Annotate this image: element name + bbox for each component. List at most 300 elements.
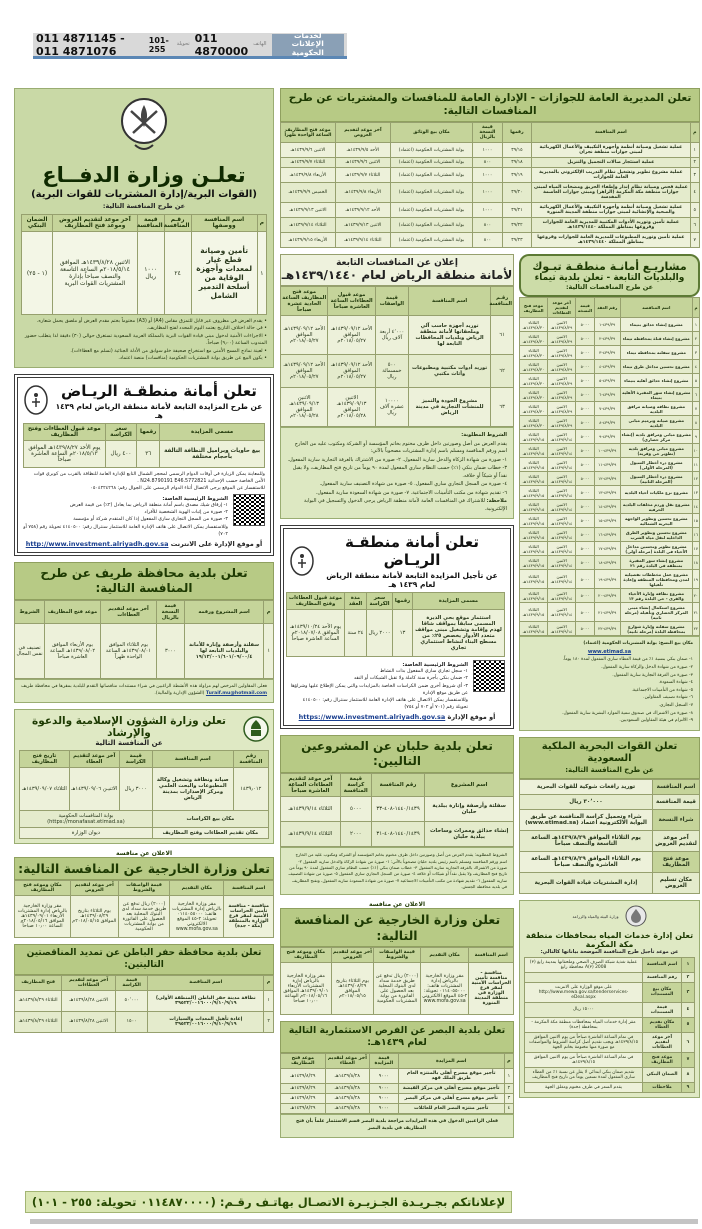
cell-project-name: إنشاء حدائق وممرات وساحات ببلدية حلبان xyxy=(425,822,514,847)
cell-tender-name: مشروع مباني ومرافق بلدية (تطوير حي وقرية) xyxy=(620,444,692,458)
cell-copy-price: ٥٠٠٠ xyxy=(576,318,595,332)
section-riyadh-tenders xyxy=(280,254,514,519)
cell-price: ٥٠٬٠٠٠ xyxy=(116,990,148,1011)
tabuk-table xyxy=(519,297,700,636)
cell-value: عملية تغذية شبكة الصرف الصحي وملحقاتها بمدينة رابغ (٣) 2008 (٣)A محافظة رابغ xyxy=(525,957,643,972)
column-header: تاريخ فتح المظاريف xyxy=(20,750,70,767)
cell-tender-number: ٦٢ xyxy=(491,355,514,388)
cell-submit-date: الاثنين ١٤٣٩/٩/٦هـ xyxy=(335,158,390,168)
cell-contract-number: ٤٣٩/٣٩-١٨ xyxy=(594,556,620,570)
cell-submit-date: الاثنين ١٤٣٩/٩/١٤هـ xyxy=(548,486,576,500)
table-row xyxy=(520,458,700,472)
cell-open-date: الثلاثاء ١٤٣٩/٨/٣٠هـ xyxy=(520,374,548,388)
table-row xyxy=(520,416,700,430)
cell-tender-name: مشروع تحسين وتطوير الطرق الداخلية لنقل مياه الشرب xyxy=(620,528,692,542)
cell-contract-number: ٤٣٩/٣٩-٢١ xyxy=(594,603,620,622)
investment-site-link[interactable]: https://www.investment.alriyadh.gov.sa xyxy=(298,713,446,722)
cell-index: ٧ xyxy=(690,233,699,248)
column-header: قيمة الواصفات والشروط xyxy=(118,881,170,896)
column-header: م xyxy=(693,298,700,318)
halban-table xyxy=(280,773,514,847)
cell-sale-place: بوابة المشتريات الحكومية (اعتماد) xyxy=(390,183,472,203)
cell-index: ٦ xyxy=(690,218,699,233)
table-row xyxy=(287,610,505,657)
cell-duration: ٢٤ سنة xyxy=(345,610,367,657)
column-header: آخر موعد لتقديم العطاء xyxy=(325,1054,370,1069)
cell-copy-price: ٥٠٠٠ xyxy=(576,486,595,500)
section-defense xyxy=(14,88,274,368)
condition-item: ٣- خطاب ضمان بنكي (١٪) حسب النظام ساري المفعول لمدة ٩٠ يوماً من تاريخ فتح المظاريف، ولا يقبل نقداً أو شيكاً أو خلافه. xyxy=(292,465,507,479)
turaif-email-link[interactable]: Turaif.mu@hotmail.com xyxy=(205,690,267,696)
cell-price: ٢٠٠٠ xyxy=(340,822,371,847)
column-header: آخر موعد لتقديم العطاءات الساعة العاشرة صباحاً xyxy=(281,774,341,797)
contact-line: وللاستفسار يمكن الاتصال على هاتف الإدارة العامة للاستثمار سنترال رقم: ٤١٤٠٥٠٠ تحويلة رقم (٧٠١ أو ٧٠٢ أو ٧٥٤) xyxy=(302,698,468,711)
cell-contract-number: ٤٣٩/٣٩-٢ xyxy=(594,332,620,346)
table-header-row xyxy=(281,948,514,963)
table-row xyxy=(525,972,695,982)
cell-tender-name: عملية مشروع تطوير وتشغيل نظام التدريب الإلكتروني بالمديرية العامة للجوازات xyxy=(532,168,690,183)
cell-tender-name: مشروع نزع ملكيات أحياء البلدية xyxy=(620,486,692,500)
defense-table xyxy=(21,214,267,315)
column-header: موعد فتح المظاريف xyxy=(520,298,548,318)
column-header: اسم المنافسة xyxy=(408,287,490,316)
cell-contract-number: ٤٣٩/٣٩-٥ xyxy=(594,374,620,388)
site-label: أو موقع الإدارة على الانترنت xyxy=(170,540,263,549)
table-row xyxy=(281,143,700,158)
cell-contract-number: ٤٣٩/٣٩-١٧ xyxy=(594,542,620,556)
cell-open-date: الأحد ١٤٣٩/٠٩/١٢هـ الموافق ٢٠١٨/٠٥/٢٧م xyxy=(281,316,328,355)
cell-index: ١ xyxy=(504,1069,513,1084)
cell-tender-name: عملية فحص وصيانة نظام إنذار وإطفاء الحريق ومضخات المياه لمبنى جوازات منطقة مكة المكرمة (الزاهر) ومبنى جوازات العاصمة المقدسة xyxy=(532,183,690,203)
cell-index: ٤ xyxy=(690,183,699,203)
cell-copy-price: ٥٠٠٠ xyxy=(576,570,595,589)
cell-submit-date: الأحد ١٤٣٩/٠٩/١٢هـ الموافق ٢٠١٨/٠٥/٢٧م xyxy=(328,355,375,388)
cell-tender-name: مشروع تحسين مداخل طرق تيماء xyxy=(620,360,692,374)
cell-submit-date: الاثنين ١٤٣٩/٩/١٤هـ xyxy=(548,589,576,603)
cell-price: ٤٠٠ ريال xyxy=(105,440,136,467)
table-row xyxy=(281,963,514,1015)
cell-contract-number: ٤٣٩/٣٩-٩ xyxy=(594,430,620,444)
cell-bank-guarantee: (١ - ٢٥) xyxy=(22,232,53,315)
tabuk-notes xyxy=(519,636,700,731)
cell-index: ١٤ xyxy=(693,500,700,514)
cell-tender-name: مشروع نظافة وصيانة مرافق البلدية xyxy=(620,402,692,416)
cell-date: الثلاثاء ١٤٣٩/٩/١٤هـ xyxy=(281,797,341,822)
mosque-icon xyxy=(243,714,269,748)
riyadh-postpone-subtitle: عن تأجيل المزايدة التابعة لأمانة منطقة الرياض لعام ١٤٣٩ هـ xyxy=(326,571,498,590)
cell-contract-number: ٤٣٩/٣٩-٨ xyxy=(594,416,620,430)
note-item: ٣- صورة من الغرفة التجارية سارية المفعول. xyxy=(612,672,693,678)
note-item: ٧- السجل التجاري. xyxy=(658,703,693,709)
cell-copy-price: ٥٠٠٠ xyxy=(576,603,595,622)
note-item: ٩- الالتزام في هيئة المقاولين السعوديين. xyxy=(619,718,693,724)
table-row xyxy=(520,603,700,622)
cell-submit-date: الاثنين ١٤٣٩/٩/١٤هـ xyxy=(548,528,576,542)
cell-index: ٦ xyxy=(693,388,700,402)
cell-place: مقر وزارة الخارجية بالرياض إدارة المشتريات هاتف: ٠١١٤٠٥٥٠٠٠ تحويلة: ٢-٤٥ الموقع الالكتروني www.mofa.gov.sa xyxy=(170,896,224,938)
table-header-row xyxy=(20,750,269,767)
column-header: قيمة المنافسة xyxy=(137,215,164,232)
auction-note-1: وللمعاينة يمكن الزيارة في أوقات الدوام الرسمي لمحجر الشمال التابع للإدارة العامة للنظافة بالقرب من كوبري قوات الأمن الخاصة حسب الإحداثية N24.8790191 E46.5772821 . xyxy=(33,471,265,484)
tabuk-column xyxy=(519,254,700,1103)
cell-copy-price: ٥٠٠٠ xyxy=(576,542,595,556)
cell-price: ١٠٠٠ ريال xyxy=(137,232,164,315)
defense-notes xyxy=(21,318,267,363)
cell-submit-date: يوم الثلاثاء بتاريخ ١٤٣٩/٠٨/٢٩هـ الموافق ٢٠١٨/٠٥/١٥م xyxy=(70,896,118,938)
table-row xyxy=(520,809,700,830)
cell-index: ٩ xyxy=(682,1082,695,1092)
column-header: مكان التقديم xyxy=(170,881,224,896)
cell-index: ١ xyxy=(264,990,274,1011)
cell-copy-price: ٨٠٠ xyxy=(473,158,503,168)
column-header: الضمان البنكي xyxy=(22,215,53,232)
cell-tender-name: عملية تأمين وتوريد المطبوعات للمديرية العامة للجوازات وفروعها بمناطق المملكة ١٤٣٩/١٤٤٠هـ xyxy=(532,233,690,248)
cell-submit-date: الاثنين ١٤٣٩/٨/٢٨هـ xyxy=(62,990,116,1011)
column-header: م xyxy=(504,1054,513,1069)
column-header: رقمها xyxy=(502,123,532,143)
riyadh-auction-title: تعلن أمانة منطقـة الريـاض xyxy=(61,381,257,400)
auction-note-2: للاستفسار عن الموقع يرجى الاتصال أثناء الدوام الرسمي على الجوال رقم: ٠٥٠٤٢٢٤٢٦٨ xyxy=(90,485,265,491)
ext-label: تحويلة xyxy=(176,41,190,47)
cell-submit-date: ١٤٣٩/٨/٢٨هـ xyxy=(325,1104,370,1114)
defense-intro: عن طرح المنافسة التالية: xyxy=(102,202,186,210)
cell-place: مقر وزارة الخارجية بالرياض إدارة المشتريات هاتف: ٠١١٤٠٥٥٠٠٠ تحويلة: ٢-٤٥ الموقع الالكتروني www.mofa.gov.sa xyxy=(420,963,469,1015)
cell-index: ٥ xyxy=(690,203,699,218)
hafr-table xyxy=(14,975,274,1033)
table-row xyxy=(525,1067,695,1082)
cell-submit-date: ١٤٣٩/٨/٢٨هـ xyxy=(325,1069,370,1084)
cell-tender-name: مشروع سفلتة بمحافظة تيماء xyxy=(620,346,692,360)
cell-copy-price: ٥٠٠٠ xyxy=(576,346,595,360)
cell-index: ٤ xyxy=(682,1002,695,1017)
column-header: قيمة النسخة بالريال xyxy=(156,601,184,624)
conditions-intro: يقدم العرض من أصل وصورتين داخل ظرف مختوم بخاتم المؤسسة أو الشركة ومكتوب عليه من الخارج اسم ورقم المنافسة ومسلم باسم إدارة المشتريات مصحوباً بالآتي: xyxy=(294,440,507,455)
table-row xyxy=(520,622,700,636)
cell-price: ٥٠٠ خمسمائة ريال xyxy=(375,355,408,388)
cell-index: ١٥ xyxy=(693,514,700,528)
right-region xyxy=(280,88,700,1144)
cell-tender-name: عملية استئجار صالات التجميل والتنزيل xyxy=(532,158,690,168)
foreign-header: تعلن وزارة الخارجية عن المنافسة التالية: xyxy=(280,908,514,947)
section-riyadh-postpone xyxy=(280,525,514,729)
hafr-header: تعلن بلدية محافظة حفر الباطن عن تمديد المناقصتين التاليتين: xyxy=(14,944,274,975)
header-bar xyxy=(33,30,347,59)
foreign-tagline: الاعلان عن منافسة xyxy=(115,849,173,857)
cell-open-date: الأربعاء ١٤٣٩/٩/٨هـ xyxy=(281,168,336,183)
cell-tender-number: ٣٩/١٨ xyxy=(502,158,532,168)
table-row xyxy=(15,896,274,938)
column-header: اسم المنافسة xyxy=(152,750,233,767)
turaif-note: فعلى المقاولين المرخص لهم مزاولة هذه الأنشطة الراغبين في شراء مستندات مناقصاتها التقدم للبلدية بمقرها في محافظة طريف Turaif.mu@hotmail.com (الشؤون الإدارية والمالية). xyxy=(14,679,274,703)
cell-index: ١٧ xyxy=(693,542,700,556)
cell-copy-price: ٥٠٠٠ xyxy=(576,589,595,603)
cell-conditions: تصنيف في نفس المجال xyxy=(15,624,45,679)
table-row xyxy=(15,1011,274,1032)
cell-number: ١٤٤٠/١٤٣٩-٤٠٨-٣١ xyxy=(371,822,425,847)
cell-price: ١٠٠٠٠ عشرة آلاف ريال xyxy=(375,388,408,427)
etimad-link[interactable]: www.etimad.sa xyxy=(587,648,632,655)
cell-tender-name: صيانة ونظافة وتشغيل وكالة المطبوعات والبحث العلمي ومركز الإصدارات بمدينة الرياض xyxy=(152,767,233,810)
column-header: آخر موعد لتقديم العروض xyxy=(331,948,374,963)
cell-value: ٣٠٬٠٠٠ ريال xyxy=(520,794,653,809)
cell-value: في تمام الساعة العاشرة صباحاً من يوم الاثنين الموافق ١٤٣٩/٨/١٥هـ xyxy=(525,1052,643,1067)
defense-title: تعلـن وزارة الدفــاع xyxy=(42,163,246,187)
table-row xyxy=(520,444,700,458)
cell-tender-name: توريد أجهزة حاسب آلي وملحقاتها لأمانة منطقة الرياض وبلديات المحافظات التابعة لها xyxy=(408,316,490,355)
table-row xyxy=(525,1082,695,1092)
cell-project-name: سفلتة وأرصفة وإنارة للأمانة والبلديات التابعة لها ١٩/١٣/٠٠١/٦٠١/٠٩/٠٠/٤ xyxy=(184,624,264,679)
cell-open-date: الثلاثاء ١٤٣٩/٩/١٥هـ xyxy=(520,589,548,603)
cell-tender-name: إعادة تأهيل المعدات والسيارات ٣٩٥٢٣/٠٠١٦٠٠٠/٩/١٠/٩/١٩ xyxy=(148,1011,264,1032)
cell-project-name: سفلتة وأرصفة وإنارة ببلدية حلبان xyxy=(425,797,514,822)
water-title: تعلن إدارة خدمات المياه بمحافظات منطقة مكة المكرمة xyxy=(525,930,694,949)
cell-open-date: الثلاثاء ١٤٣٩/٨/٣٠هـ xyxy=(520,318,548,332)
cell-open-date: الثلاثاء ١٤٣٩/٩/١٥هـ xyxy=(520,542,548,556)
table-row xyxy=(520,589,700,603)
cell-submit-date: ١٤٣٩/٨/٢٨هـ xyxy=(325,1084,370,1094)
cell-index: ١٣ xyxy=(693,486,700,500)
table-row xyxy=(520,430,700,444)
cell-contract-number: ٤٣٩/٣٩-٧ xyxy=(594,402,620,416)
cell-label: آخر موعد لتقديم العطاءات xyxy=(643,1032,682,1052)
table-header-row xyxy=(15,881,274,896)
cell-value: ١٥٠٠٠ ريال xyxy=(525,1002,643,1017)
column-header: قيمة النسخة xyxy=(576,298,595,318)
cell-submit-date: الاثنين ١٤٣٩/٨/٢٨هـ xyxy=(62,1011,116,1032)
column-header: موعد فتح المظاريف xyxy=(45,601,101,624)
cell-open-date: الثلاثاء ١٤٣٩/٩/١٤هـ xyxy=(281,218,336,233)
cell-submit-date: الأحد ١٤٣٩/٠٩/١٢هـ الموافق ٢٠١٨/٠٥/٢٧م xyxy=(328,316,375,355)
turaif-table xyxy=(14,600,274,679)
cell-tender-name: نظافة مدينة حفر الباطن (المنطقة الأولى) ٣٩٥٢٢/٠٠١٦٠٠٠/٩/١٠/٩/١٩ xyxy=(148,990,264,1011)
cell-label: مكان تقديم العطاء xyxy=(643,1017,682,1032)
cell-label: آخر موعد لتقديم العروض xyxy=(653,830,700,851)
cell-open-date: الثلاثاء ١٤٣٩/٨/٣٠هـ xyxy=(520,402,548,416)
cell-price: ٣٠٠٠ ريال xyxy=(119,767,152,810)
cell-index: ١٨ xyxy=(693,556,700,570)
section-turaif xyxy=(14,562,274,703)
water-intro: عن موعد تأجيل طرح المنافسة الموضحة بياناتها كالتالي: xyxy=(540,948,679,955)
cell-copy-price: ٥٠٠٠ xyxy=(576,416,595,430)
column-header: موعد قبول العطاءات الساعة العاشرة صباحاً xyxy=(328,287,375,316)
cell-submit-date: الاثنين ١٤٣٩/٩/١٣هـ xyxy=(335,218,390,233)
column-header: م xyxy=(264,601,274,624)
cell-price: ٤٬٠٠٠ أربعة آلاف ريال xyxy=(375,316,408,355)
cell-index: ٣ xyxy=(682,982,695,1002)
column-header: رقمها xyxy=(393,593,413,610)
table-row xyxy=(520,346,700,360)
turaif-header: تعلن بلدية محافظة طريف عن طرح المنافسة التالية: xyxy=(14,562,274,600)
cell-contract-number: ٤٣٩/٣٩-١٤ xyxy=(594,500,620,514)
cell-index: ٩ xyxy=(693,430,700,444)
table-row xyxy=(15,624,274,679)
column-header: آخر موعد لتقديم العروض xyxy=(70,881,118,896)
riyadh-postpone-table xyxy=(286,592,505,657)
cell-submit-date: الأحد ١٤٣٩/٩/١٢هـ xyxy=(335,203,390,218)
cell-submit-date: الاثنين ١٤٣٩/٨/٢٩هـ xyxy=(548,388,576,402)
note-item: ١- ضمان بنكي بنسبة ١٪ من قيمة العطاء ساري المفعول لمدة ١٨٠ يوماً. xyxy=(562,657,693,663)
naval-title: تعلن القوات البحرية الملكية السعودية عن طرح المنافسة التالية: xyxy=(519,737,700,779)
cell-tender-name: مشروع صيانة وترميم مباني البلدية xyxy=(620,416,692,430)
gov-ads-service-label: لخدمات الإعلانات الحكومية xyxy=(272,34,344,56)
table-row xyxy=(520,570,700,589)
cell-contract-number: ٤٣٩/٣٩-١ xyxy=(594,318,620,332)
table-row xyxy=(281,1104,514,1114)
column-header: آخر موعد لتقديم العطاءات xyxy=(101,601,157,624)
column-header: اسم المنافسة xyxy=(469,948,514,963)
halban-header: تعلن بلدية حلبان عن المشروعين التاليين: xyxy=(280,735,514,773)
cell-price: ٩٠٠٠ xyxy=(370,1069,398,1084)
water-logo-caption: وزارة البيئة والمياه والزراعة xyxy=(572,914,619,920)
riyadh-auction-subtitle: عن طرح المزايدة التابعة لأمانة منطقة الرياض لعام ١٤٣٩ هـ xyxy=(55,401,263,420)
defense-emblem-icon xyxy=(115,142,173,161)
table-row xyxy=(281,355,514,388)
note-item: ٨- صورة من الاشتراك في صندوق تنمية الموارد البشرية سارية المفعول. xyxy=(562,710,693,716)
table-row xyxy=(525,957,695,972)
cell-copy-price: ٥٠٠٠ xyxy=(576,360,595,374)
water-ministry-logo-icon xyxy=(625,905,647,931)
cell-contract-number: ٤٣٩/٣٩-٢٠ xyxy=(594,589,620,603)
column-header: مكان وموعد فتح المظاريف xyxy=(15,881,71,896)
cell-index: ١٢ xyxy=(693,472,700,486)
contact-line: وللاستفسار يمكن الاتصال على هاتف الإدارة العامة للاستثمار سنترال رقم: ٤١٤٠٥٠٠ تحويلة رقم (٧٥٨ أو ٧٠٢) xyxy=(23,524,228,537)
cell-number: ٣٦ xyxy=(137,440,160,467)
cell-submit-date: الاثنين ١٤٣٩/٨/٢٩هـ xyxy=(548,416,576,430)
table-row xyxy=(281,1084,514,1094)
footer-divider xyxy=(30,1219,698,1224)
column-header: م xyxy=(264,975,274,990)
islamic-table xyxy=(19,750,269,839)
cell-tender-name: منافسة - منافسة تأمين الحراسات الأمنية لمقر فرع الوزارة في منطقة المدينة المنورة xyxy=(469,963,514,1015)
cell-submit-date: الثلاثاء ١٤٣٩/٩/٧هـ xyxy=(335,168,390,183)
cell-submit-date: الأحد ١٤٣٩/٩/٥هـ xyxy=(335,143,390,158)
cell-index: ١ xyxy=(257,232,266,315)
table-row xyxy=(281,203,700,218)
cell-tender-name: مشروع إنشاء سور المقبرة بمنطقة في البلدة رقم ٢١ xyxy=(620,556,692,570)
note-item: • يقدم العرض في مظروف غير قابل للتمزق مقاس (A4) أو (A3) مختوماً بختم مقدم العرض أو ملصق يحمل شعاره. xyxy=(36,319,267,324)
tabuk-title: مشاريـع أمانـة منطقـة تبـوك والبلديات التابعة - تعلن بلدية تيماء عن طرح المناقصات التالية: xyxy=(519,254,700,297)
cell-contract-number: ٤٣٩/٣٩-٣ xyxy=(594,346,620,360)
naval-table xyxy=(519,779,700,894)
table-header-row xyxy=(15,975,274,990)
cell-submit-date: الاثنين ١٤٣٩/٩/١٤هـ xyxy=(548,542,576,556)
column-header: فتح المظاريف xyxy=(15,975,62,990)
cell-value: على موقع الوزارة على الانترنت http://www.mewa.gov.sa/tenderservices-eDeal.aspx xyxy=(525,982,643,1002)
cell-contract-number: ٤٣٩/٣٩-١٣ xyxy=(594,486,620,500)
cell-date: يوم الأحد ١٤٣٩/٨/٢٧هـ الموافق ٢٠١٨/٥/١٣م الساعة العاشرة صباحاً xyxy=(24,440,106,467)
cell-tender-name: عملية تشغيل وصيانة أنظمة وأجهزة التكييف والأعمال الكهربائية لمبنى جوازات منطقة نجران xyxy=(532,143,690,158)
cell-sale-place: بوابة المشتريات الحكومية (اعتماد) xyxy=(390,158,472,168)
section-islamic xyxy=(14,709,274,844)
condition-item: ٦- تقديم شهادة من مكتب التأمينات الاجتماعية. ٧- صورة من شهادة السعودة سارية المفعول. xyxy=(315,489,507,496)
cell-open-date: الثلاثاء ١٤٣٩/٨/٣٠هـ xyxy=(520,416,548,430)
cell-tender-name: مشروع مباني ومرافق بلدية (إنشاء مركز حضاري) xyxy=(621,431,691,442)
cell-copy-price: ٨٠٠ xyxy=(473,218,503,233)
basr-table xyxy=(280,1053,514,1114)
cell-price: ١٥٠٠ xyxy=(116,1011,148,1032)
cell-tender-name: عملية تشغيل وصيانة أنظمة وأجهزة التكييف والأعمال الكهربائية والصحية والإنشائية لمبنى جوازات منطقة المدينة المنورة xyxy=(532,203,690,218)
cell-copy-price: ١٠٠٠ xyxy=(473,143,503,158)
cell-submit-date: الاثنين ١٤٣٩/٨/٢٩هـ xyxy=(548,346,576,360)
cell-copy-price: ١٠٠٠ xyxy=(473,168,503,183)
cell-contract-number: ٤٣٩/٣٩-١٦ xyxy=(594,528,620,542)
cell-tender-name: مشروع إنشاء حدائق أهلية بتيماء xyxy=(620,374,692,388)
cell-submit-date: الاثنين ١٤٣٩/٠٩/١٣هـ الموافق ٢٠١٨/٠٥/٢٨م xyxy=(328,388,375,427)
note-item: • في حالة اختلاف التاريخ يعتمد اليوم المحدد لفتح المظاريف. xyxy=(146,326,267,332)
column-header: آخر موعد لتقديم العطاءات xyxy=(62,975,116,990)
cell-price: ٥٠٠٠ xyxy=(340,797,371,822)
column-header: اسم المنافسة xyxy=(532,123,690,143)
cell-submit-date: الثلاثاء ١٤٣٩/٩/١٤هـ xyxy=(335,233,390,248)
cell-copy-price: ٥٠٠٠ xyxy=(576,528,595,542)
table-row xyxy=(281,183,700,203)
note-item: ٥- شهادة من التأمينات الاجتماعية. xyxy=(631,687,693,693)
cell-copy-price: ٥٠٠٠ xyxy=(576,472,595,486)
cell-label: موعد فتح المظاريف xyxy=(643,1052,682,1067)
cell-price: (٢٠٠٠) ريال تدفع عن طريق خدمة سداد لدى البنوك المحلية بعد الحصول على الفاتورة من بوابة المشتريات الحكومية xyxy=(118,896,170,938)
table-row xyxy=(15,990,274,1011)
column-header: رقم المنافسة xyxy=(371,774,425,797)
cell-submit-date: الأربعاء ١٤٣٩/٩/٨هـ xyxy=(335,183,390,203)
table-row xyxy=(281,316,514,355)
cell-open-date: الثلاثاء ١٤٣٩/٩/١٥هـ xyxy=(520,444,548,458)
cell-submit-date: الاثنين ١٤٣٩/٩/١٤هـ xyxy=(548,500,576,514)
cell-index: ٢ xyxy=(264,1011,274,1032)
condition-item: ٣- أي شروط أخرى ضمن الكراسات الخاصة بالمزايدات والتي يمكن الإطلاع عليها وشراؤها عن طريق موقع الإدارة xyxy=(290,683,468,696)
table-row xyxy=(520,374,700,388)
cell-sale-label: مكان بيع الكراسات xyxy=(152,810,268,827)
table-row xyxy=(281,1069,514,1084)
cell-price: ٩٠٠٠ xyxy=(370,1094,398,1104)
cell-open-date: الثلاثاء ١٤٣٩/٨/٢٩هـ xyxy=(15,1011,62,1032)
cell-open-date: الثلاثاء ١٤٣٩/٩/١٥هـ xyxy=(520,458,548,472)
table-row xyxy=(520,360,700,374)
section-riyadh-auction xyxy=(14,374,274,557)
cell-copy-price: ٥٠٠٠ xyxy=(576,332,595,346)
table-row xyxy=(520,500,700,514)
section-hafr xyxy=(14,944,274,1033)
cell-tender-number: ٣٩/٢٠ xyxy=(502,183,532,203)
cell-tender-number: ٦٣ xyxy=(491,388,514,427)
column-header: اسم المناقصة xyxy=(620,298,692,318)
cell-sale-place: بوابة المشتريات الحكومية (اعتماد) xyxy=(390,168,472,183)
column-header: رقم المنافسة xyxy=(233,750,268,767)
qr-code xyxy=(473,660,505,692)
cell-submit-date: الاثنين ١٤٣٩/٩/١٤هـ xyxy=(548,458,576,472)
investment-site-link[interactable]: http://www.investment.alriyadh.gov.sa xyxy=(25,540,169,549)
cell-open-date: الثلاثاء ١٤٣٩/٩/١٥هـ xyxy=(520,486,548,500)
cell-label: موعد فتح المظاريف xyxy=(653,851,700,872)
cell-tender-name: توريد أدوات مكتبية ومطبوعات وأثاث مكتبي xyxy=(408,355,490,388)
cell-price: ٩٠٠٠ xyxy=(370,1084,398,1094)
cell-contract-number: ٤٣٩/٣٩-٤ xyxy=(594,360,620,374)
cell-sale-value: بوابة المنافسات الحكومية (https://monafasat.etimad.sa) xyxy=(20,810,153,827)
note-item: ٤- شهادة السعودة. xyxy=(658,680,693,686)
cell-copy-price: ٥٠٠٠ xyxy=(576,388,595,402)
table-row xyxy=(20,767,269,810)
table-row xyxy=(520,779,700,794)
cell-auction-name: تأجير موقع مسرح أهلي في مركز الفيضة xyxy=(398,1084,504,1094)
column-header: قيمة الواصفات والشروط xyxy=(374,948,421,963)
newspaper-contact-bar: لإعلاناتكم بجـريـدة الجـزيـرة الاتصـال بهاتـف رقـم: (٠١١٤٨٧٠٠٠٠ تحويلة: ٢٥٥ - ١٠١) xyxy=(25,1191,512,1213)
cell-open-date: الثلاثاء ١٤٣٩/٩/٧هـ xyxy=(281,158,336,168)
cell-value: يوم الثلاثاء الموافق ١٤٣٩/٨/٢٩هـ الساعة التاسعة والنصف صباحاً xyxy=(520,830,653,851)
cell-tender-name: مشروع عمل مخططات تفصيلية لمدن ومحافظات المنطقة وإعادة تأهيلها xyxy=(620,570,692,589)
cell-value: تقديم ضمان بنكي ابتدائي لا يقل عن نسبة ١٪ من العطاء ساري المفعول لمدة تسعين يوماً من تاريخ فتح المظاريف xyxy=(525,1067,643,1082)
cell-value: في تمام الساعة العاشرة صباحاً من يوم الاثنين الموافق ١٤٣٩/٨/١٥هـ ويجب تقديم أصل كراسة الشروط والمواصفات مع صورة منها مختومة بخاتم الجهة xyxy=(525,1032,643,1052)
condition-item: ١- صورة من شهادة الزكاة والدخل سارية المفعول. ٢- صورة من الاشتراك بالغرفة التجارية سارية المفعول. xyxy=(287,456,507,463)
cell-value: يقدم السعر في ظرف مختوم ومغلق الجهة xyxy=(525,1082,643,1092)
